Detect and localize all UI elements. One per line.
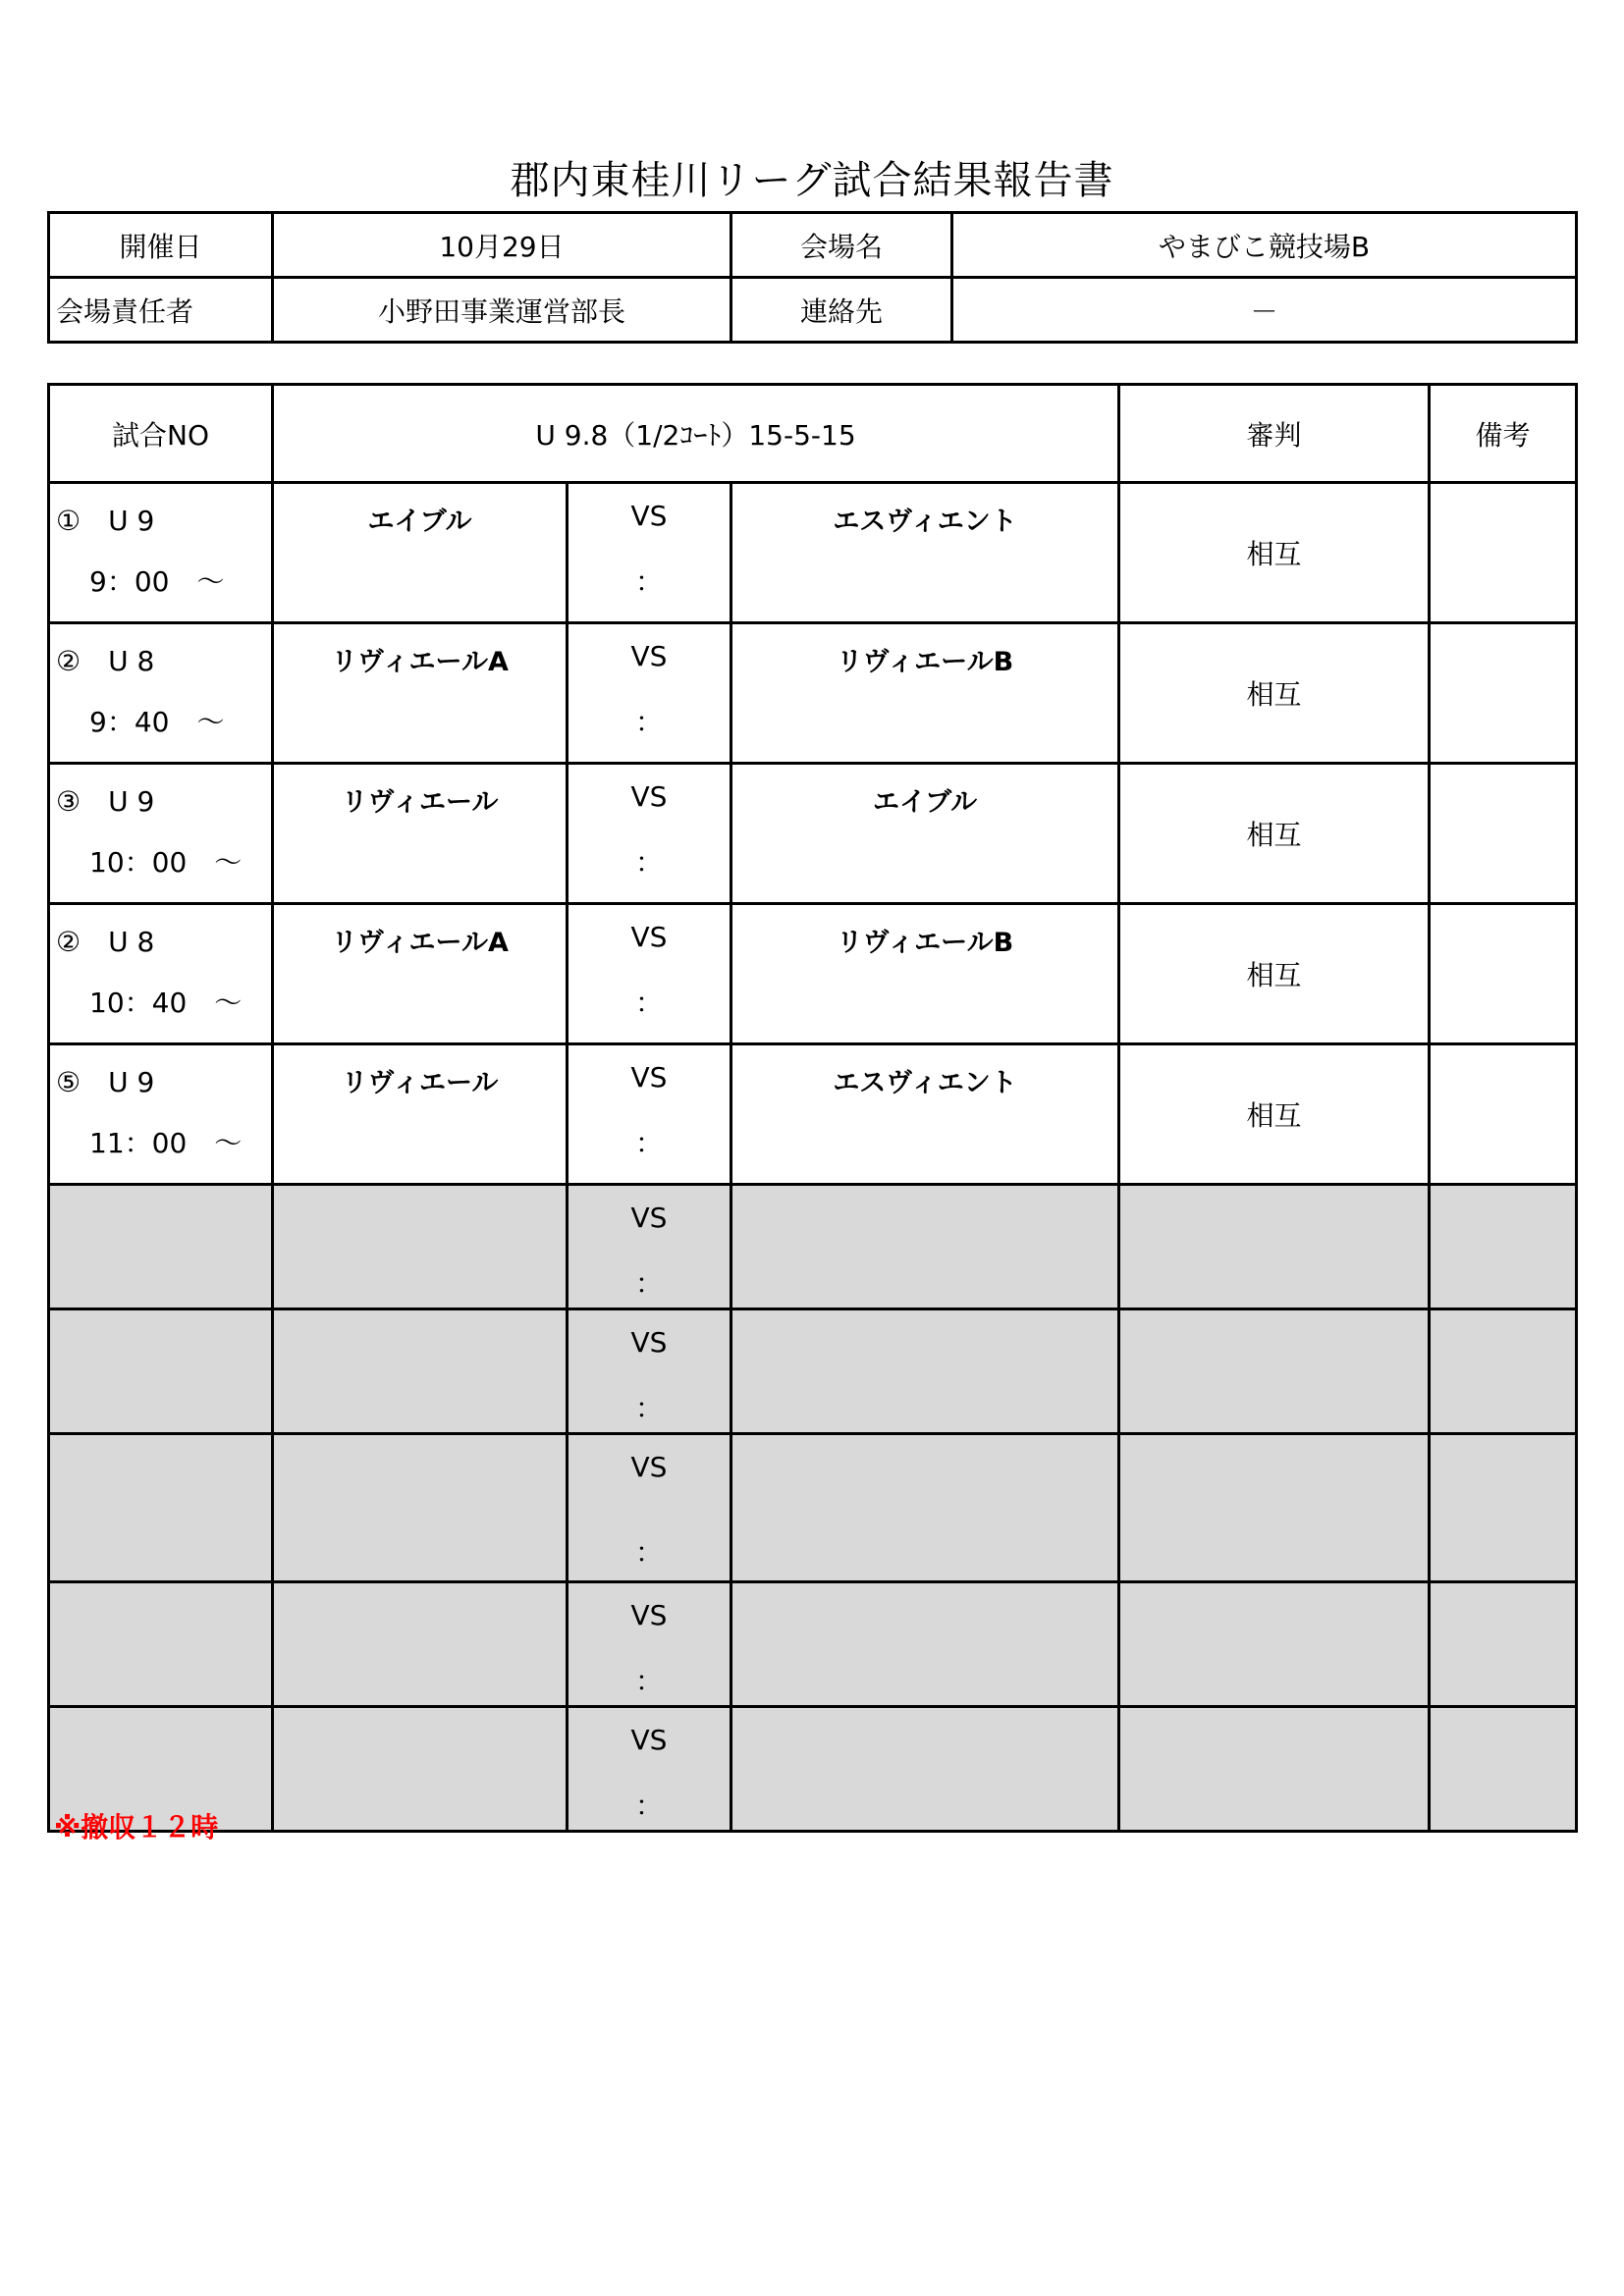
vs-label: VS — [630, 1451, 668, 1483]
game-time: 9：40 ～ — [89, 706, 225, 738]
contact-value: － — [952, 278, 1577, 343]
empty-cell — [273, 1185, 568, 1309]
header-referee: 審判 — [1119, 385, 1430, 483]
team-b: リヴィエールB — [731, 904, 1119, 1044]
vs-cell — [568, 1582, 731, 1707]
team-a: リヴィエールA — [273, 904, 568, 1044]
team-b: エスヴィエント — [731, 483, 1119, 623]
score-separator: ： — [634, 1536, 663, 1569]
teardown-note: ※撤収１２時 — [54, 1811, 219, 1843]
game-number: ③ U 9 — [56, 785, 155, 818]
game-no-cell — [49, 483, 273, 623]
empty-cell — [1430, 1434, 1577, 1582]
vs-label: VS — [630, 1724, 668, 1756]
empty-row — [49, 1582, 1577, 1707]
empty-row — [49, 1434, 1577, 1582]
game-no-cell — [49, 764, 273, 904]
referee-cell: 相互 — [1119, 1044, 1430, 1185]
empty-cell — [731, 1582, 1119, 1707]
score-separator: ： — [634, 846, 663, 879]
empty-cell — [1430, 1185, 1577, 1309]
info-row-manager — [49, 278, 1577, 343]
vs-label: VS — [630, 1061, 668, 1094]
empty-cell — [1119, 1309, 1430, 1434]
team-a: リヴィエール — [273, 764, 568, 904]
empty-row — [49, 1185, 1577, 1309]
game-time: 10：40 ～ — [89, 987, 243, 1019]
score-separator: ： — [634, 1127, 663, 1159]
vs-label: VS — [630, 780, 668, 813]
score-separator: ： — [634, 1789, 663, 1822]
empty-cell — [1119, 1185, 1430, 1309]
empty-cell — [49, 1434, 273, 1582]
score-separator: ： — [634, 987, 663, 1019]
team-a: リヴィエール — [273, 1044, 568, 1185]
empty-cell — [731, 1707, 1119, 1832]
manager-value: 小野田事業運営部長 — [273, 278, 731, 343]
score-separator: ： — [634, 565, 663, 598]
empty-row — [49, 1707, 1577, 1832]
vs-label: VS — [630, 921, 668, 953]
vs-label: VS — [630, 1201, 668, 1234]
vs-label: VS — [630, 640, 668, 672]
header-remarks: 備考 — [1430, 385, 1577, 483]
game-row — [49, 1044, 1577, 1185]
score-separator: ： — [634, 1665, 663, 1697]
vs-cell — [568, 1707, 731, 1832]
team-b: エスヴィエント — [731, 1044, 1119, 1185]
game-row — [49, 904, 1577, 1044]
referee-cell: 相互 — [1119, 764, 1430, 904]
game-number: ⑤ U 9 — [56, 1066, 155, 1098]
vs-cell — [568, 1185, 731, 1309]
referee-cell: 相互 — [1119, 904, 1430, 1044]
empty-cell — [273, 1309, 568, 1434]
game-time: 10：00 ～ — [89, 846, 243, 879]
game-row — [49, 483, 1577, 623]
empty-cell — [1430, 1707, 1577, 1832]
game-time: 9：00 ～ — [89, 565, 225, 598]
empty-cell — [273, 1582, 568, 1707]
empty-cell — [731, 1434, 1119, 1582]
empty-cell — [1119, 1434, 1430, 1582]
empty-cell — [1119, 1582, 1430, 1707]
referee-cell: 相互 — [1119, 623, 1430, 764]
empty-cell — [731, 1309, 1119, 1434]
game-number: ② U 8 — [56, 926, 155, 958]
vs-cell — [568, 904, 731, 1044]
game-number: ① U 9 — [56, 505, 155, 537]
venue-value: やまびこ競技場B — [952, 213, 1577, 278]
empty-cell — [731, 1185, 1119, 1309]
empty-row — [49, 1309, 1577, 1434]
empty-cell — [49, 1185, 273, 1309]
vs-cell — [568, 764, 731, 904]
score-separator: ： — [634, 1392, 663, 1424]
team-b: エイブル — [731, 764, 1119, 904]
date-label: 開催日 — [49, 213, 273, 278]
referee-cell: 相互 — [1119, 483, 1430, 623]
score-separator: ： — [634, 1267, 663, 1300]
schedule-header-row — [49, 385, 1577, 483]
team-a: エイブル — [273, 483, 568, 623]
game-number: ② U 8 — [56, 645, 155, 677]
vs-cell — [568, 623, 731, 764]
empty-cell — [273, 1434, 568, 1582]
vs-label: VS — [630, 500, 668, 532]
header-court: U 9.8（1/2ｺｰﾄ）15-5-15 — [273, 385, 1119, 483]
manager-label: 会場責任者 — [49, 278, 273, 343]
vs-label: VS — [630, 1599, 668, 1631]
remarks-cell — [1430, 1044, 1577, 1185]
info-table — [47, 211, 1578, 344]
game-row — [49, 623, 1577, 764]
vs-cell — [568, 1044, 731, 1185]
empty-cell — [1430, 1582, 1577, 1707]
team-b: リヴィエールB — [731, 623, 1119, 764]
schedule-table — [47, 383, 1578, 1833]
game-time: 11：00 ～ — [89, 1127, 243, 1159]
remarks-cell — [1430, 483, 1577, 623]
remarks-cell — [1430, 764, 1577, 904]
remarks-cell — [1430, 904, 1577, 1044]
team-a: リヴィエールA — [273, 623, 568, 764]
empty-cell — [273, 1707, 568, 1832]
empty-cell — [1119, 1707, 1430, 1832]
page-title: 郡内東桂川リーグ試合結果報告書 — [510, 158, 1114, 203]
score-separator: ： — [634, 706, 663, 738]
game-no-cell — [49, 1044, 273, 1185]
vs-cell — [568, 1434, 731, 1582]
game-no-cell — [49, 623, 273, 764]
vs-label: VS — [630, 1326, 668, 1359]
venue-label: 会場名 — [731, 213, 952, 278]
game-row — [49, 764, 1577, 904]
vs-cell — [568, 483, 731, 623]
vs-cell — [568, 1309, 731, 1434]
header-game-no: 試合NO — [49, 385, 273, 483]
empty-cell — [49, 1309, 273, 1434]
contact-label: 連絡先 — [731, 278, 952, 343]
date-value: 10月29日 — [273, 213, 731, 278]
game-no-cell — [49, 904, 273, 1044]
empty-cell — [49, 1582, 273, 1707]
info-row-date — [49, 213, 1577, 278]
empty-cell — [1430, 1309, 1577, 1434]
remarks-cell — [1430, 623, 1577, 764]
